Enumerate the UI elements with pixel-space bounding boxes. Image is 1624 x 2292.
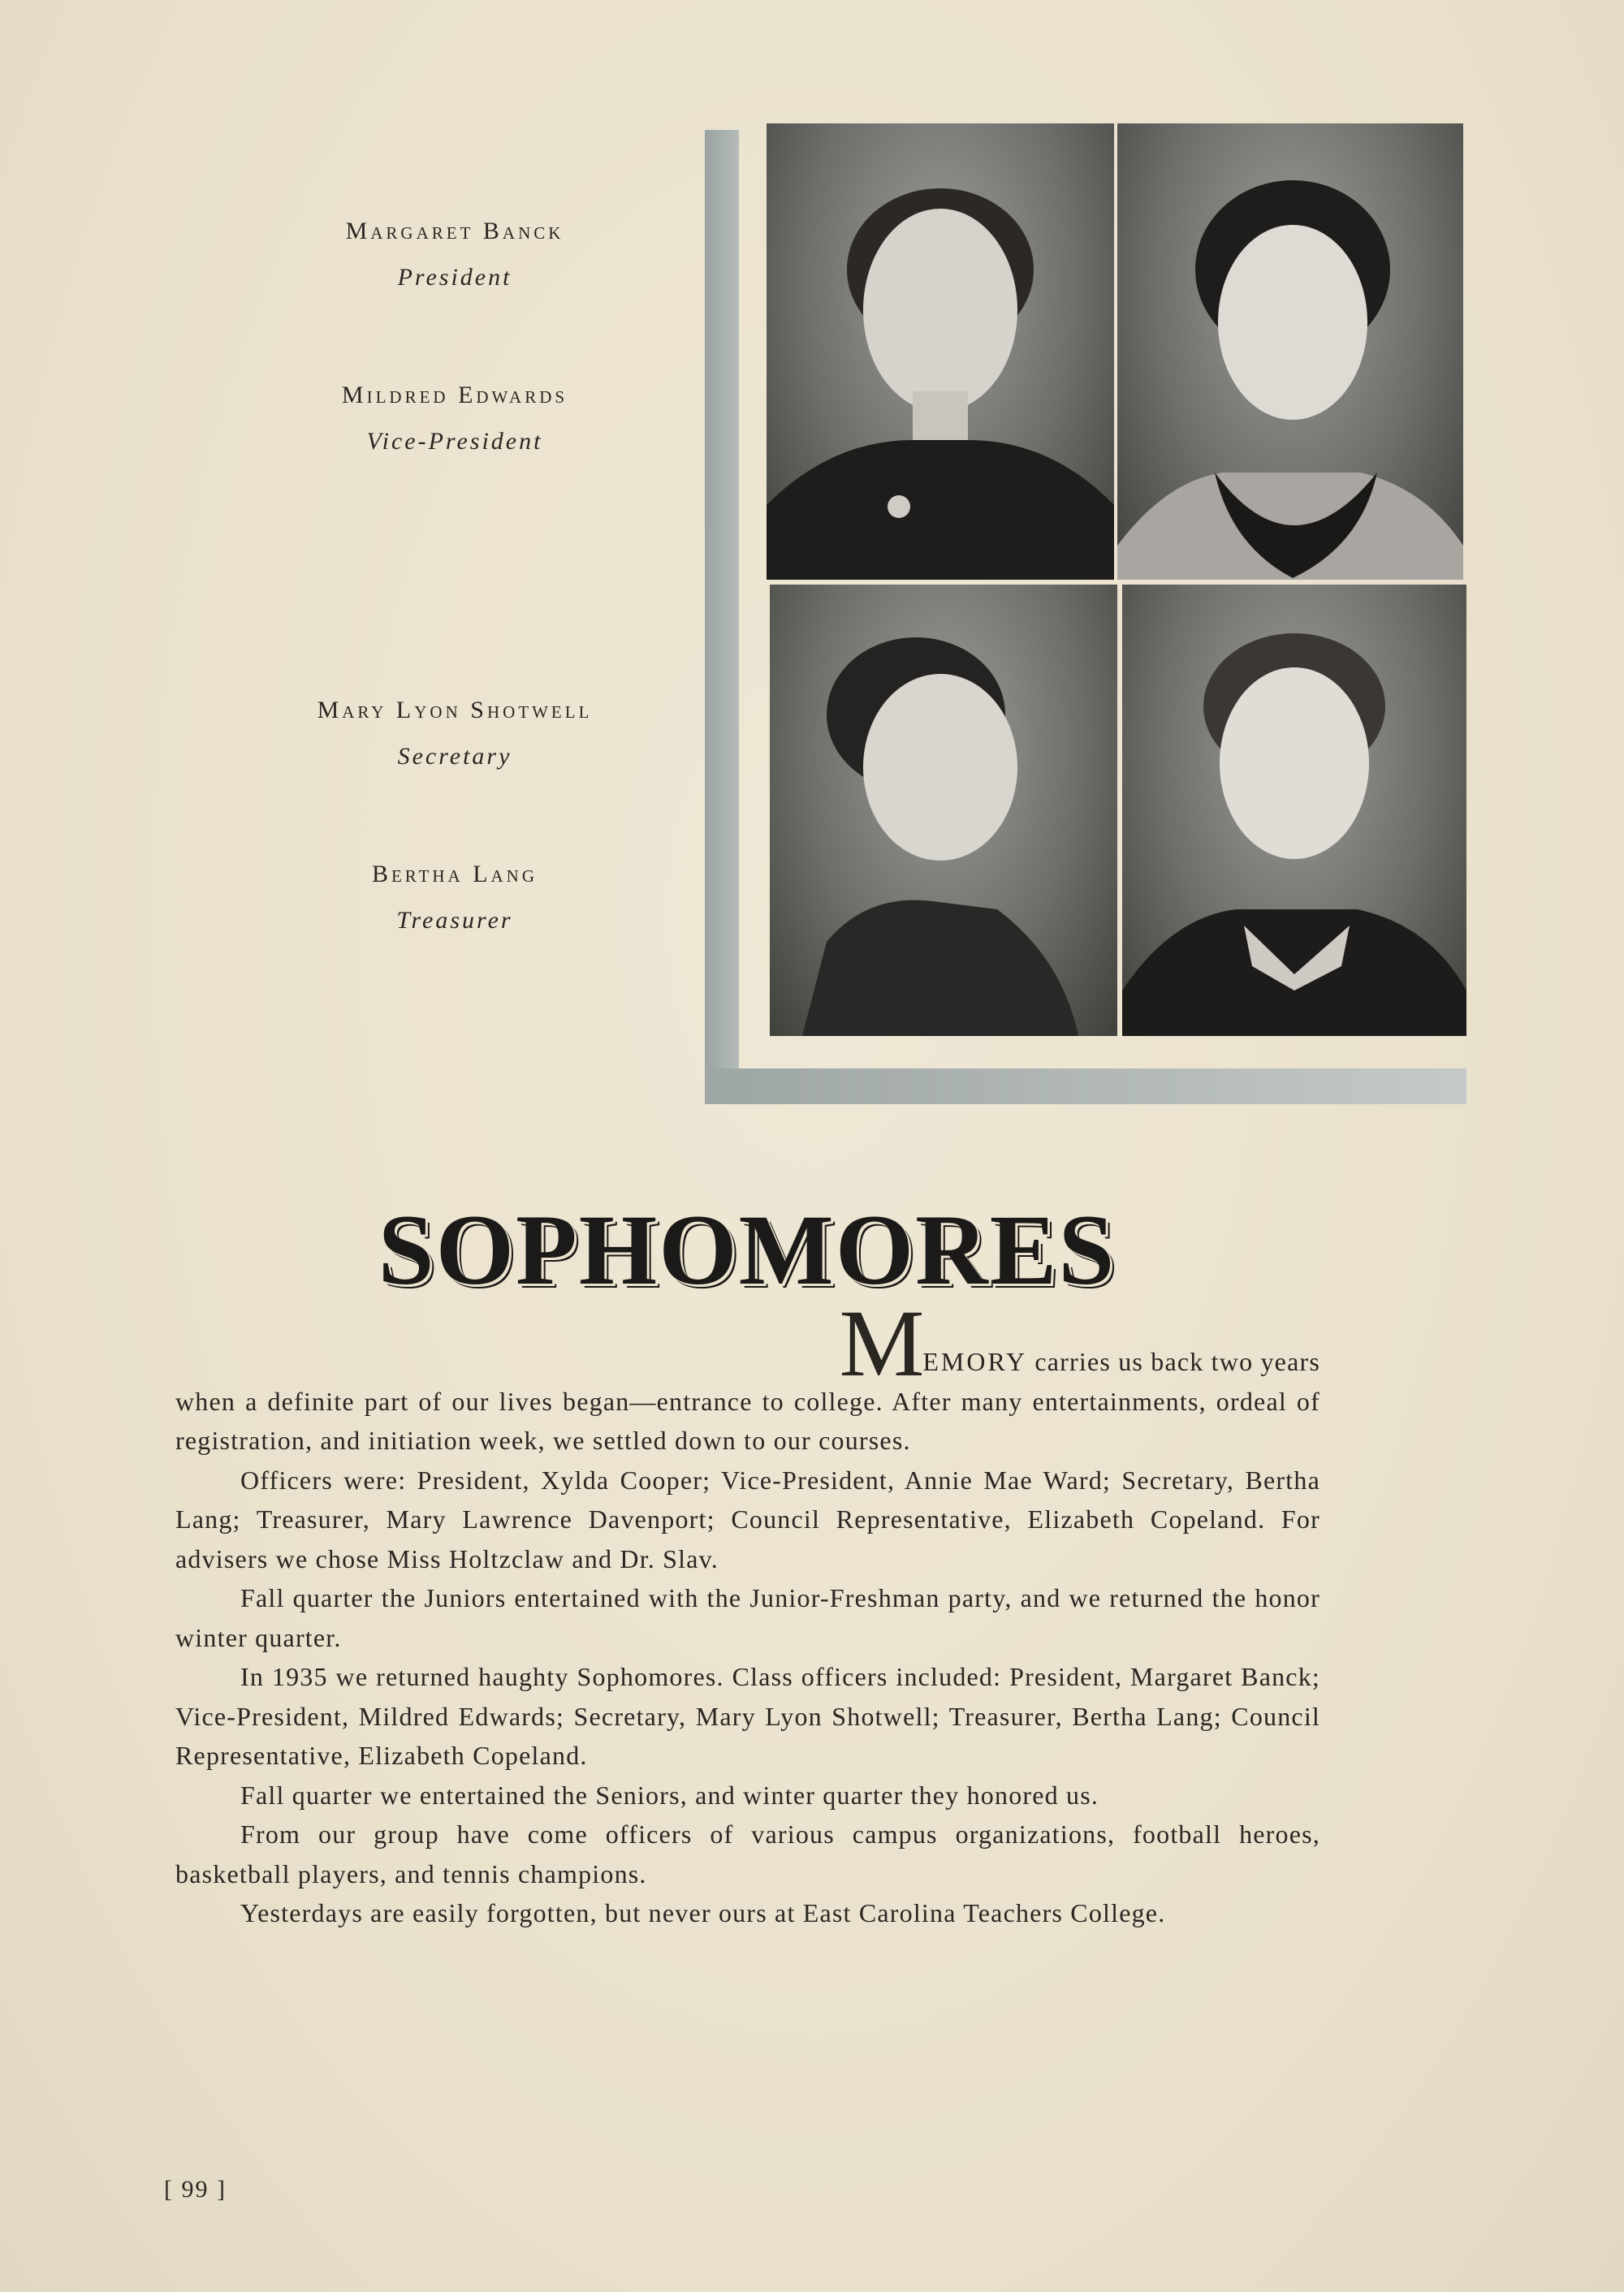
portrait-photo <box>1117 123 1463 580</box>
article-paragraph: From our group have come officers of various campus organizations, football heroes, basketball players, and tennis champions. <box>175 1819 1320 1888</box>
portrait-photo <box>1122 585 1466 1036</box>
drop-cap: M <box>839 1290 923 1396</box>
officer-treasurer <box>227 859 682 937</box>
officer-role: Treasurer <box>396 907 513 934</box>
article-paragraph: In 1935 we returned haughty Sophomores. Class officers included: President, Margaret Banck; Vice-President, Mildred Edwards; Secretary, Mary Lyon Shotwell; Treasurer, Bertha Lang; Council Representative, Elizabeth Copeland. <box>175 1662 1320 1770</box>
article-body <box>175 1290 1320 1933</box>
article-paragraph: Fall quarter the Juniors entertained with the Junior-Freshman party, and we returned the honor winter quarter. <box>175 1583 1320 1652</box>
officer-role: Vice-President <box>366 428 543 455</box>
officer-role: Secretary <box>397 743 512 770</box>
photo-frame-left-border <box>705 130 739 1104</box>
article-paragraph: when a definite part of our lives began—entrance to college. After many entertainments, ordeal of registration, and initiation week, we settled down to our courses. <box>175 1386 1320 1455</box>
first-line-text: carries us back two years <box>1027 1347 1320 1376</box>
article-paragraph: Officers were: President, Xylda Cooper; Vice-President, Annie Mae Ward; Secretary, Bertha Lang; Treasurer, Mary Lawrence Davenport; Council Representative, Elizabeth Copeland. For advisers we chose Miss Holtzclaw and Dr. Slav. <box>175 1465 1320 1573</box>
officer-name: Margaret Banck <box>345 218 564 244</box>
officer-name: Mary Lyon Shotwell <box>317 697 593 723</box>
officer-name: Mildred Edwards <box>341 382 568 408</box>
officer-secretary <box>227 695 682 773</box>
page-number: [ 99 ] <box>164 2176 227 2203</box>
first-word: EMORY <box>922 1347 1028 1376</box>
officer-vice-president <box>227 380 682 458</box>
portrait-photo <box>770 585 1117 1036</box>
article-paragraph: Fall quarter we entertained the Seniors, and winter quarter they honored us. <box>240 1780 1099 1810</box>
article-paragraph: Yesterdays are easily forgotten, but never ours at East Carolina Teachers College. <box>240 1898 1166 1927</box>
officer-president <box>227 216 682 294</box>
article-first-line <box>175 1290 1320 1396</box>
portrait-photo <box>767 123 1114 580</box>
officer-name: Bertha Lang <box>371 861 538 887</box>
officer-role: President <box>397 264 512 291</box>
photo-frame-bottom-border <box>705 1068 1466 1104</box>
page-title: SOPHOMORES <box>378 1194 1116 1306</box>
